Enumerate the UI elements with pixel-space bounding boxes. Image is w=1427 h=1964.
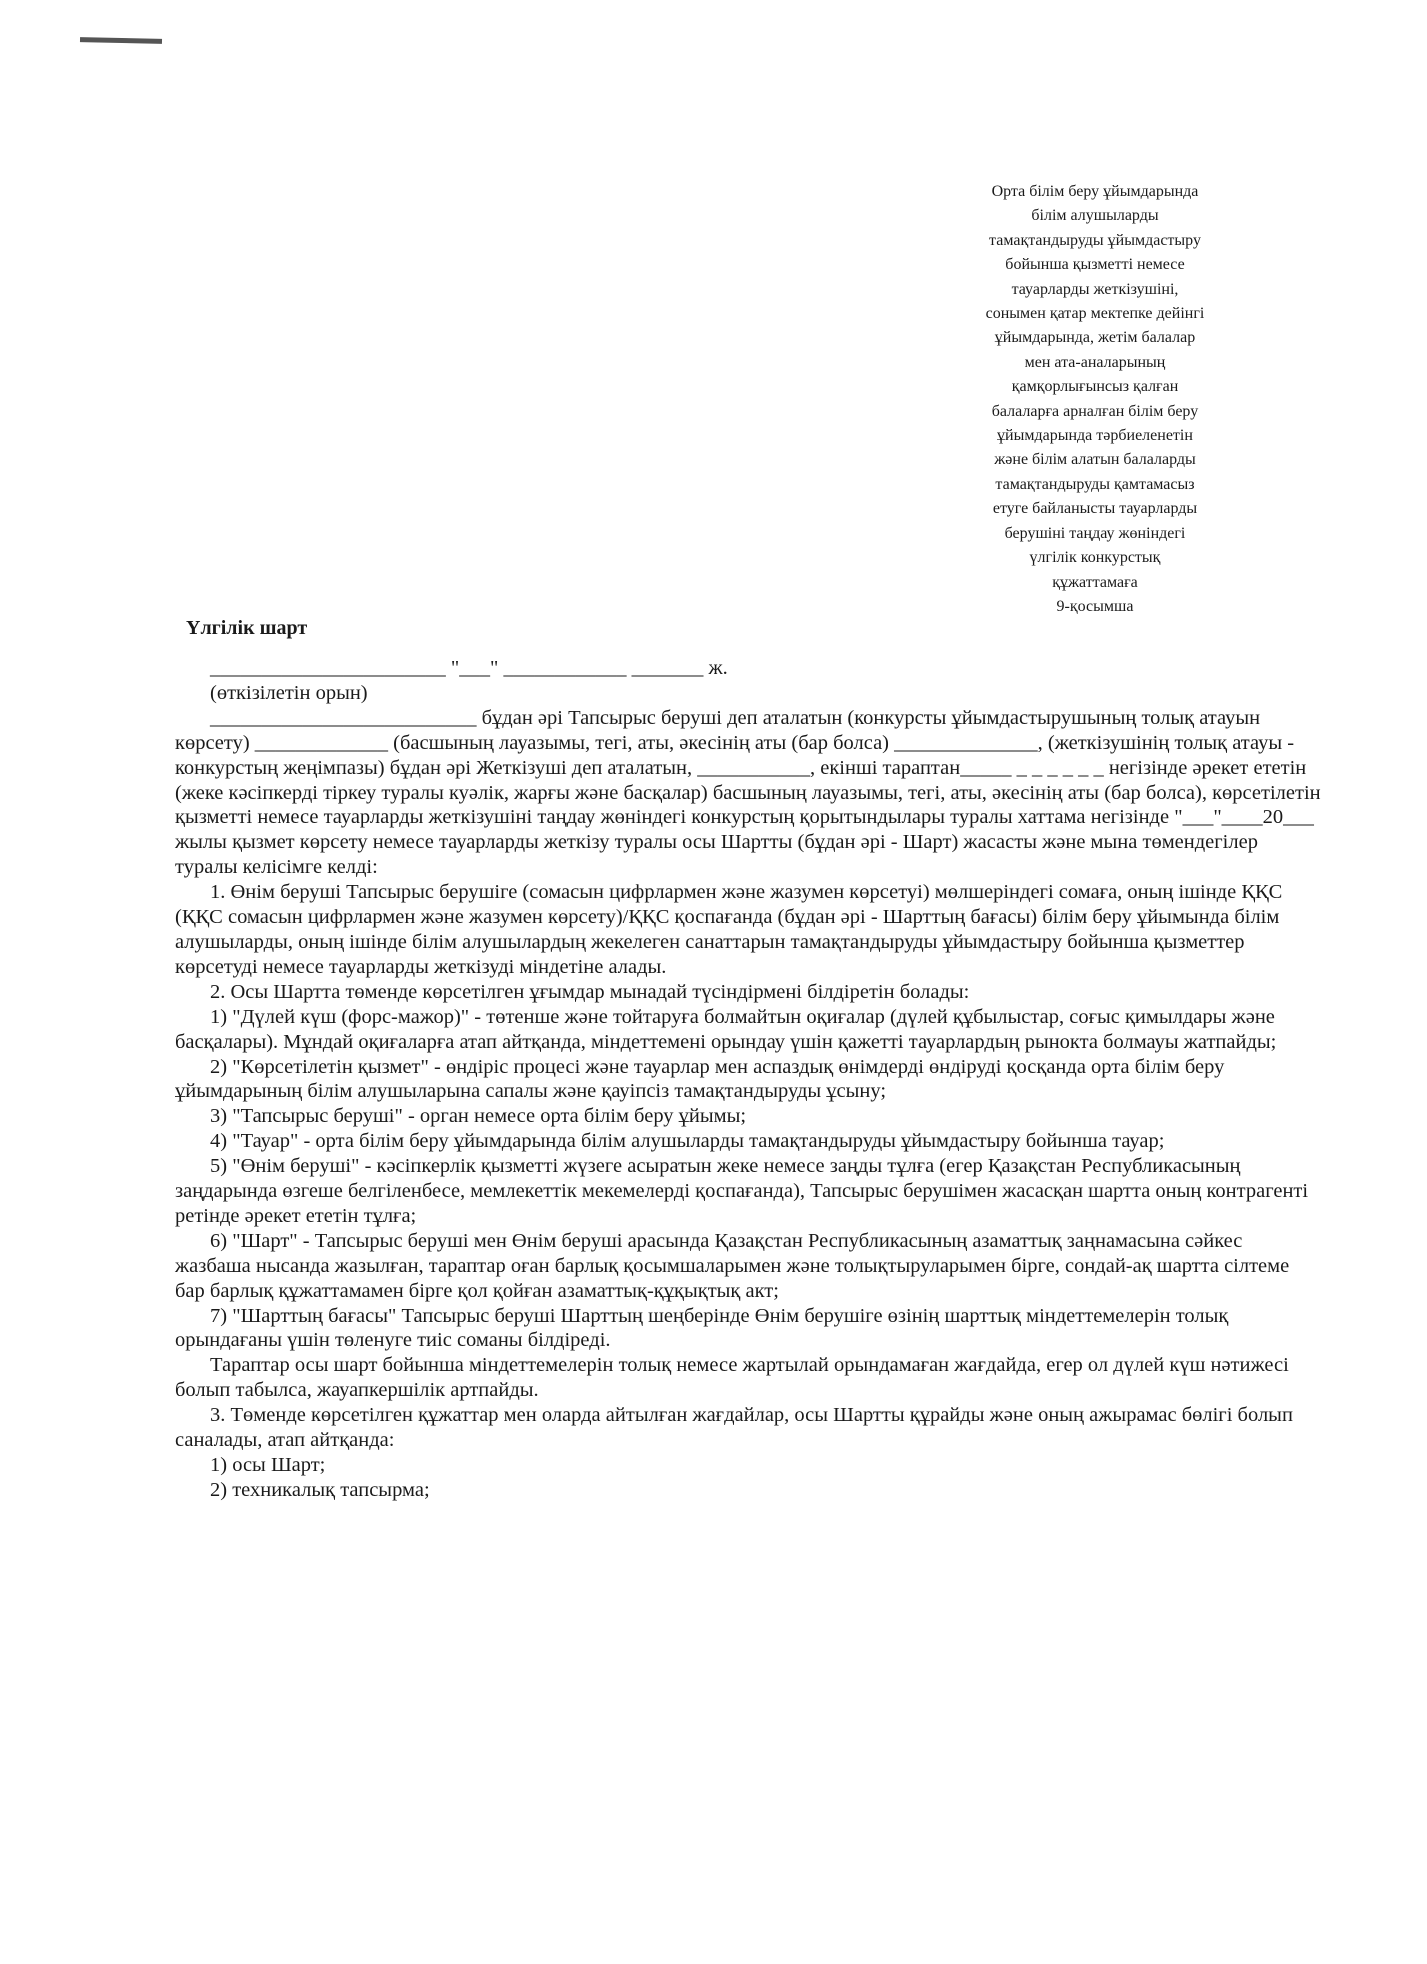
document-list-item: 2) техникалық тапсырма;	[210, 1478, 430, 1501]
appendix-line: үлгілік конкурстық	[1029, 549, 1161, 567]
contract-body	[175, 656, 1323, 1503]
definition-4: 4) "Тауар" - орта білім беру ұйымдарында білім алушыларды тамақтандыруды ұйымдастыру бойынша тауар;	[210, 1130, 1165, 1153]
appendix-line: білім алушыларды	[1031, 207, 1159, 225]
appendix-line: етуге байланысты тауарларды	[992, 500, 1198, 518]
appendix-line: құжаттамаға	[1052, 573, 1138, 591]
place-caption: (өткізілетін орын)	[210, 681, 368, 704]
definition-5: 5) "Өнім беруші" - кәсіпкерлік қызметті жүзеге асыратын жеке немесе заңды тұлға (егер Қазақстан Республикасының заңдарында өзгеше белгіленбесе, мемлекеттік мекемелерді қоспағанда), Тапсырыс берушімен жасасқан шартта оның контрагенті ретінде әрекет ететін тұлға;	[175, 1155, 1309, 1227]
clause-3: 3. Төменде көрсетілген құжаттар мен оларда айтылған жағдайлар, осы Шартты құрайды және оның ажырамас бөлігі болып саналады, атап айтқанда:	[175, 1404, 1293, 1452]
appendix-line: 9-қосымша	[1056, 597, 1134, 615]
appendix-line: балаларға арналған білім беру	[991, 402, 1199, 420]
definition-3: 3) "Тапсырыс беруші" - орган немесе орта білім беру ұйымы;	[210, 1105, 747, 1128]
appendix-line: Орта білім беру ұйымдарында	[991, 183, 1199, 200]
appendix-line: тауарларды жеткізушіні,	[1011, 280, 1179, 298]
appendix-line: ұйымдарында тәрбиеленетін	[997, 427, 1193, 445]
definition-7: 7) "Шарттың бағасы" Тапсырыс беруші Шарттың шеңберінде Өнім берушіге өзінің шарттық міндеттемелерін толық орындағаны үшін төленуге тиіс соманы білдіреді.	[175, 1304, 1229, 1352]
place-date-line: _______________________ "___" ____________ _______ ж.	[210, 657, 728, 679]
appendix-line: сонымен қатар мектепке дейінгі	[985, 305, 1205, 323]
appendix-line: берушіні таңдау жөніндегі	[1004, 524, 1186, 542]
appendix-line: тамақтандыруды ұйымдастыру	[989, 231, 1201, 249]
force-majeure-paragraph: Тараптар осы шарт бойынша міндеттемелерін толық немесе жартылай орындамаған жағдайда, егер ол дүлей күш нәтижесі болып табылса, жауапкершілік артпайды.	[175, 1354, 1289, 1402]
document-title: Үлгілік шарт	[186, 617, 308, 639]
definition-2: 2) "Көрсетілетін қызмет" - өндіріс процесі және тауарлар мен аспаздық өнімдерді өндіруді қосқанда орта білім беру ұйымдарының білім алушыларына сапалы және қауіпсіз тамақтандыруды ұсыну;	[175, 1055, 1225, 1103]
definition-6: 6) "Шарт" - Тапсырыс беруші мен Өнім беруші арасында Қазақстан Республикасының азаматтық заңнамасына сәйкес жазбаша нысанда жазылған, тараптар оған барлық қосымшаларымен және толықтыруларымен бірге, сондай-ақ шартта сілтеме бар барлық құжаттамамен бірге қол қойған азаматтық-құқықтық акт;	[175, 1229, 1290, 1302]
document-list-item: 1) осы Шарт;	[210, 1454, 326, 1476]
appendix-line: мен ата-аналарының	[1024, 353, 1166, 371]
preamble-paragraph: __________________________ бұдан әрі Тапсырыс беруші деп аталатын (конкурсты ұйымдастырушының толық атауын көрсету) _____________ (басшының лауазымы, тегі, аты, әкесінің аты (бар болса) ______________, (жеткізушінің толық атауы - конкурстың жеңімпазы) бұдан әрі Жеткізуші деп аталатын, ___________, екінші тараптан_____ _ _ _ _ _ _ негізінде әрекет ететін (жеке кәсіпкерді тіркеу туралы куәлік, жарғы және басқалар) басшының лауазымы, тегі, аты, әкесінің аты (бар болса), көрсетілетін қызметті немесе тауарларды жеткізушіні таңдау жөніндегі конкурстың қорытындылары туралы хаттама негізінде "___"____20___ жылы қызмет көрсету немесе тауарларды жеткізу туралы осы Шартты (бұдан әрі - Шарт) жасасты және мына төмендегілер туралы келісімге келді:	[175, 706, 1321, 879]
appendix-reference-block	[940, 180, 1250, 619]
clause-2: 2. Осы Шартта төменде көрсетілген ұғымдар мынадай түсіндірмені білдіретін болады:	[210, 980, 970, 1003]
appendix-line: тамақтандыруды қамтамасыз	[995, 475, 1195, 493]
scan-artifact-mark	[80, 37, 162, 44]
clause-1: 1. Өнім беруші Тапсырыс берушіге (сомасын цифрлармен және жазумен көрсетуі) мөлшеріндегі сомаға, оның ішінде ҚҚС (ҚҚС сомасын цифрлармен және жазумен көрсету)/ҚҚС қоспағанда (бұдан әрі - Шарттың бағасы) білім беру ұйымында білім алушыларды, оның ішінде білім алушылардың жекелеген санаттарын тамақтандыруды ұйымдастыру бойынша қызметтер көрсетуді немесе тауарларды жеткізуді міндетіне алады.	[175, 881, 1283, 978]
appendix-line: қамқорлығынсыз қалған	[1011, 378, 1179, 396]
appendix-line: және білім алатын балаларды	[994, 451, 1196, 469]
appendix-line: бойынша қызметті немесе	[1005, 256, 1185, 274]
definition-1: 1) "Дүлей күш (форс-мажор)" - төтенше және тойтаруға болмайтын оқиғалар (дүлей құбылыстар, соғыс қимылдары және басқалары). Мұндай оқиғаларға атап айтқанда, міндеттемені орындау үшін қажетті тауарлардың рынокта болмауы жатпайды;	[175, 1005, 1277, 1053]
appendix-line: ұйымдарында, жетім балалар	[994, 329, 1196, 347]
